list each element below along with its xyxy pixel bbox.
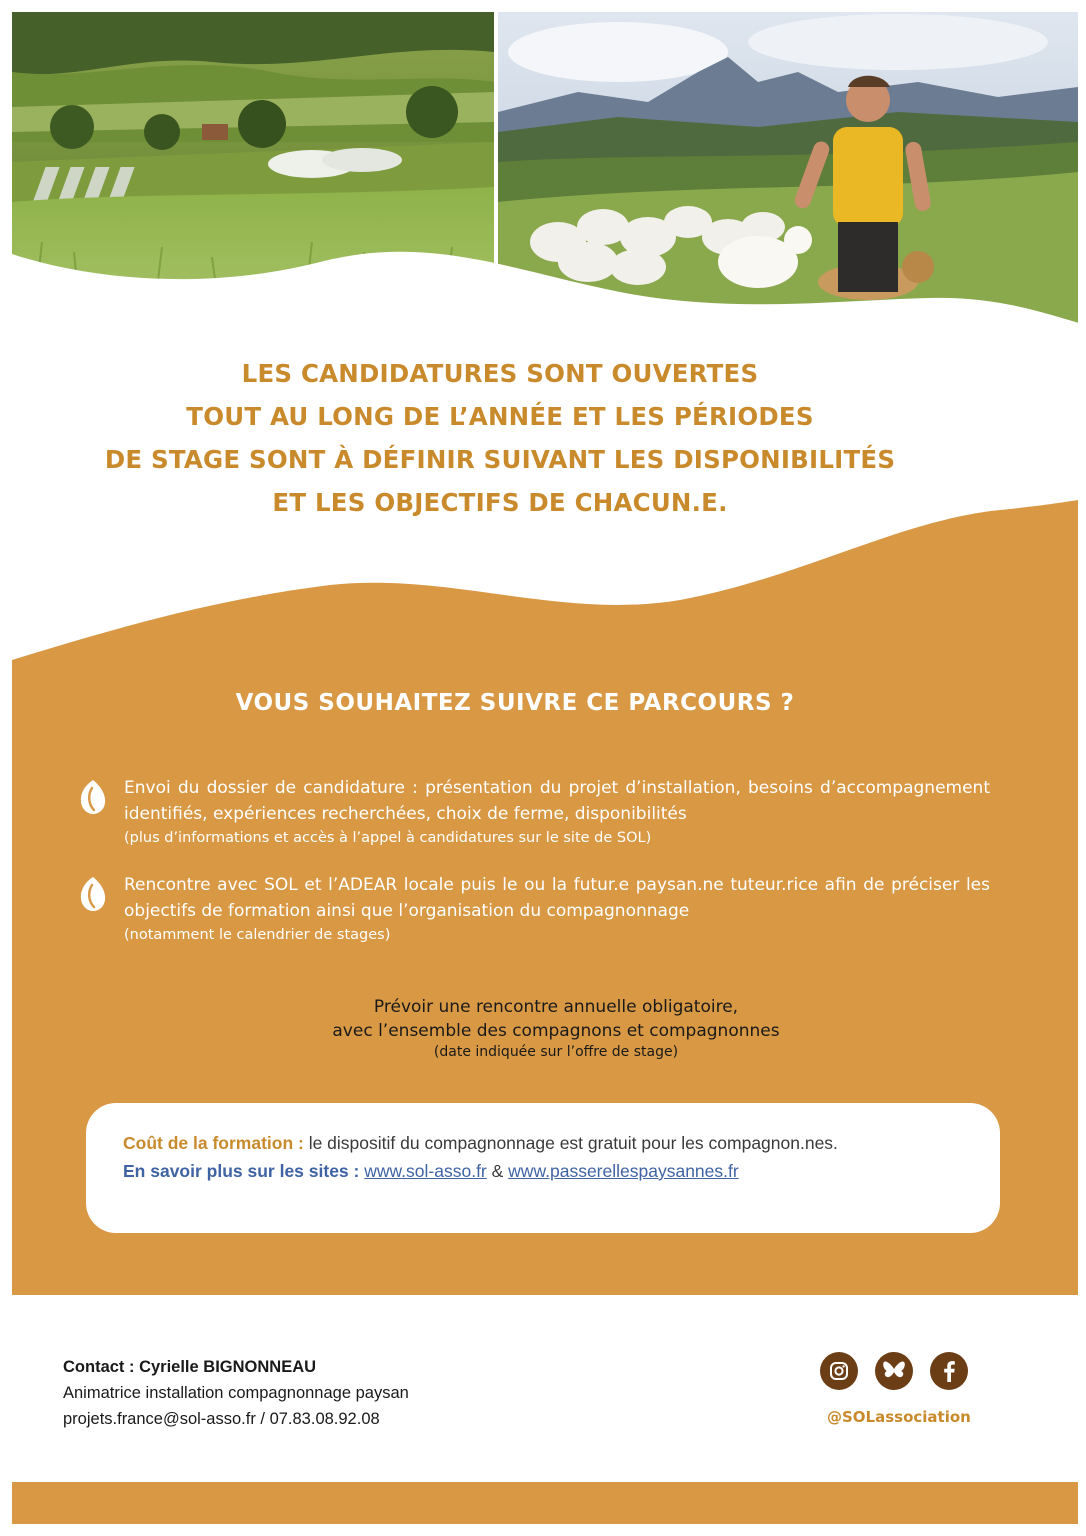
contact-role: Animatrice installation compagnonnage paysan [63,1384,409,1402]
facebook-icon[interactable] [930,1352,968,1390]
contact-block [63,1354,409,1432]
shepherd-photo [498,12,1078,332]
instagram-icon[interactable] [820,1352,858,1390]
reminder-note: (date indiquée sur l’offre de stage) [433,1044,679,1060]
farm-fields-photo [12,12,494,332]
header-photos [12,12,1078,332]
headline-line: LES CANDIDATURES SONT OUVERTES [241,359,759,388]
annual-meeting-reminder [0,995,1086,1062]
step-text: Envoi du dossier de candidature : présentation du projet d’installation, besoins d’accompagnement identifiés, expériences recherchées, choix de ferme, disponibilités [124,778,990,824]
bottom-bar [12,1482,1078,1524]
contact-title: Contact : Cyrielle BIGNONNEAU [63,1358,317,1376]
step-note: (notamment le calendrier de stages) [124,927,391,943]
contact-details[interactable]: projets.france@sol-asso.fr / 07.83.08.92.08 [63,1410,380,1428]
info-card [86,1103,1000,1233]
cost-text: le dispositif du compagnonnage est gratuit pour les compagnon.nes. [303,1133,838,1153]
cost-label: Coût de la formation : [123,1133,304,1153]
headline-line: ET LES OBJECTIFS DE CHACUN.E. [272,488,728,517]
social-links [820,1352,970,1392]
headline-line: TOUT AU LONG DE L’ANNÉE ET LES PÉRIODES [186,402,814,431]
more-info-label: En savoir plus sur les sites : [123,1161,360,1181]
passerelles-website-link[interactable]: www.passerellespaysannes.fr [508,1161,739,1181]
seed-icon [78,875,108,913]
social-handle[interactable]: @SOLassociation [827,1408,971,1426]
reminder-line: avec l’ensemble des compagnons et compagnonnes [332,1021,780,1041]
step-text: Rencontre avec SOL et l’ADEAR locale puis le ou la futur.e paysan.ne tuteur.rice afin de préciser les objectifs de formation ainsi que l’organisation du compagnonnage [124,875,990,921]
bluesky-icon[interactable] [875,1352,913,1390]
sol-website-link[interactable]: www.sol-asso.fr [364,1161,487,1181]
reminder-line: Prévoir une rencontre annuelle obligatoire, [373,997,739,1017]
section-title: VOUS SOUHAITEZ SUIVRE CE PARCOURS ? [235,690,795,716]
headline-line: DE STAGE SONT À DÉFINIR SUIVANT LES DISPONIBILITÉS [104,445,896,474]
seed-icon [78,778,108,816]
link-separator: & [486,1161,509,1181]
step-note: (plus d’informations et accès à l’appel à candidatures sur le site de SOL) [124,830,652,846]
